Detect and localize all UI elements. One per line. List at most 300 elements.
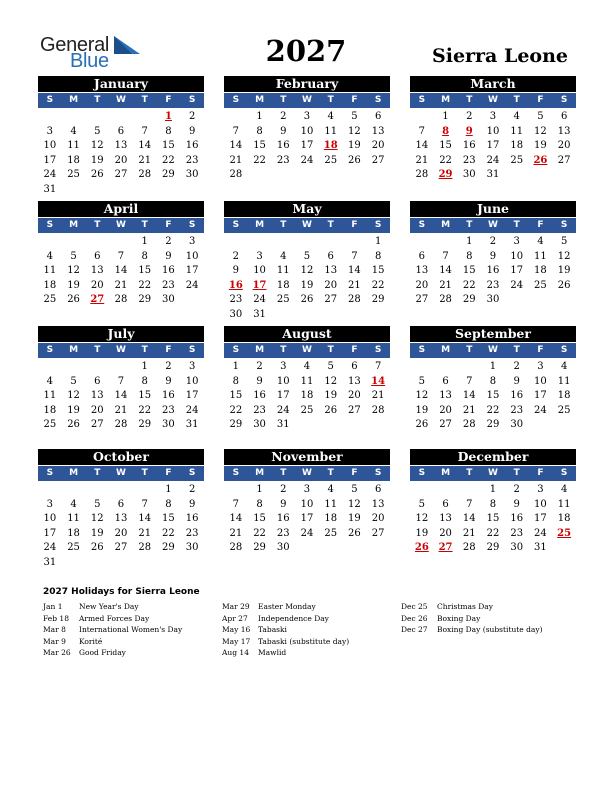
holiday-name: Korité xyxy=(79,636,103,646)
day: 19 xyxy=(90,527,104,539)
day: 12 xyxy=(67,390,80,401)
empty-cell xyxy=(38,483,62,498)
day: 4 xyxy=(560,484,568,495)
day: 5 xyxy=(70,375,77,387)
weekday-label: T xyxy=(94,220,101,230)
holiday-day: 9 xyxy=(465,125,473,137)
day: 11 xyxy=(300,375,314,387)
weekday-label: S xyxy=(188,220,196,230)
day: 19 xyxy=(415,404,429,416)
weekday-label: W xyxy=(116,345,126,355)
day-grid xyxy=(38,483,204,570)
day: 26 xyxy=(300,294,314,305)
day: 5 xyxy=(418,375,426,387)
day: 3 xyxy=(188,236,196,247)
empty-cell xyxy=(271,235,295,250)
day: 28 xyxy=(229,169,243,180)
day: 23 xyxy=(229,294,243,305)
day: 7 xyxy=(442,250,449,262)
day: 12 xyxy=(557,250,571,262)
day: 11 xyxy=(67,140,80,151)
holiday-date: Mar 8 xyxy=(43,625,66,634)
day: 3 xyxy=(280,361,287,372)
empty-cell xyxy=(457,483,481,498)
day: 28 xyxy=(415,169,429,180)
holiday-day: 25 xyxy=(557,527,572,539)
day: 9 xyxy=(513,375,520,387)
empty-cell xyxy=(434,360,458,375)
holiday-date: Aug 14 xyxy=(222,648,249,657)
day: 14 xyxy=(114,390,128,401)
weekday-label: S xyxy=(560,95,568,105)
weekday-label: M xyxy=(69,95,79,105)
day: 14 xyxy=(462,513,476,524)
weekday-label: W xyxy=(488,468,498,478)
day: 21 xyxy=(348,279,361,291)
holiday-item xyxy=(43,636,223,648)
day: 12 xyxy=(300,265,314,276)
holiday-item xyxy=(222,624,402,636)
day: 6 xyxy=(442,375,449,387)
day: 1 xyxy=(489,361,497,372)
holiday-item xyxy=(43,601,223,613)
day: 21 xyxy=(439,279,452,291)
empty-cell xyxy=(38,110,62,125)
weekday-label: M xyxy=(69,220,79,230)
day: 19 xyxy=(67,404,80,416)
day: 17 xyxy=(185,390,199,401)
weekday-label: S xyxy=(418,468,426,478)
day: 27 xyxy=(90,419,104,430)
month-march xyxy=(410,76,576,183)
weekday-label: T xyxy=(280,95,287,105)
day: 11 xyxy=(67,513,80,524)
day-grid xyxy=(410,483,576,556)
weekday-header xyxy=(224,343,390,358)
day: 6 xyxy=(94,375,101,387)
day: 23 xyxy=(162,279,175,291)
weekday-label: F xyxy=(165,95,172,105)
day: 8 xyxy=(165,125,172,137)
day: 26 xyxy=(348,527,361,539)
holiday-date: Mar 9 xyxy=(43,636,66,646)
weekday-label: T xyxy=(141,468,148,478)
day: 28 xyxy=(462,542,476,553)
weekday-label: M xyxy=(441,468,451,478)
day: 6 xyxy=(117,498,125,510)
day: 30 xyxy=(276,542,290,553)
weekday-header xyxy=(410,93,576,108)
day: 4 xyxy=(280,250,287,262)
day: 27 xyxy=(114,169,128,180)
weekday-label: S xyxy=(560,468,568,478)
day: 29 xyxy=(162,542,175,553)
day: 19 xyxy=(300,279,314,291)
day: 13 xyxy=(439,390,452,401)
day: 20 xyxy=(439,527,452,539)
day: 1 xyxy=(442,111,449,122)
day: 20 xyxy=(439,404,452,416)
day: 10 xyxy=(185,250,199,262)
day: 21 xyxy=(229,527,243,539)
holiday-item xyxy=(222,601,402,613)
weekday-label: W xyxy=(116,468,126,478)
day: 3 xyxy=(303,111,311,122)
month-title: July xyxy=(38,326,204,342)
holiday-name: Tabaski xyxy=(258,625,287,634)
empty-cell xyxy=(62,360,86,375)
month-title: June xyxy=(410,201,576,217)
empty-cell xyxy=(410,110,434,125)
day: 13 xyxy=(415,265,429,276)
day: 23 xyxy=(162,404,175,416)
weekday-label: S xyxy=(188,345,196,355)
day: 16 xyxy=(510,513,524,524)
day: 20 xyxy=(114,154,128,166)
empty-cell xyxy=(109,360,133,375)
day: 27 xyxy=(324,294,338,305)
month-title: December xyxy=(410,449,576,465)
weekday-label: T xyxy=(280,220,287,230)
holiday-date: Feb 18 xyxy=(43,613,69,623)
day: 21 xyxy=(138,154,152,166)
month-title: February xyxy=(224,76,390,92)
day: 18 xyxy=(534,265,547,276)
day: 25 xyxy=(43,419,57,430)
day: 12 xyxy=(415,513,429,524)
holiday-date: Apr 27 xyxy=(222,613,248,623)
weekday-label: M xyxy=(69,468,79,478)
holiday-day: 26 xyxy=(414,542,429,553)
weekday-label: T xyxy=(141,220,148,230)
holiday-item xyxy=(401,613,581,625)
day: 20 xyxy=(324,279,338,291)
day: 30 xyxy=(462,169,476,180)
holiday-date: Mar 26 xyxy=(43,648,71,657)
holiday-day: 27 xyxy=(90,294,105,305)
weekday-label: F xyxy=(537,95,544,105)
day: 30 xyxy=(162,294,175,305)
month-november xyxy=(224,449,390,556)
day: 16 xyxy=(510,390,524,401)
day: 31 xyxy=(253,308,266,320)
day: 2 xyxy=(466,111,473,122)
holiday-day: 17 xyxy=(252,279,267,291)
weekday-label: S xyxy=(560,345,568,355)
day: 15 xyxy=(162,140,175,151)
weekday-label: M xyxy=(441,95,451,105)
day: 3 xyxy=(256,250,263,262)
day: 26 xyxy=(348,154,361,166)
day: 8 xyxy=(256,125,263,137)
day: 5 xyxy=(418,498,426,510)
day: 19 xyxy=(324,390,338,401)
month-title: August xyxy=(224,326,390,342)
day: 20 xyxy=(557,140,571,151)
holiday-name: Armed Forces Day xyxy=(79,613,150,623)
day: 1 xyxy=(256,484,263,495)
day: 1 xyxy=(232,361,240,372)
month-october xyxy=(38,449,204,570)
day: 25 xyxy=(276,294,290,305)
day: 2 xyxy=(188,111,196,122)
day: 6 xyxy=(374,111,382,122)
empty-cell xyxy=(224,235,248,250)
day: 18 xyxy=(557,390,571,401)
day: 21 xyxy=(138,527,152,539)
day: 31 xyxy=(276,419,290,430)
day: 27 xyxy=(114,542,128,553)
day: 30 xyxy=(510,542,524,553)
day: 2 xyxy=(256,361,263,372)
holiday-name: Mawlid xyxy=(258,648,287,657)
weekday-label: T xyxy=(466,95,473,105)
day: 5 xyxy=(351,484,358,495)
weekday-label: S xyxy=(418,345,426,355)
empty-cell xyxy=(62,483,86,498)
day: 16 xyxy=(462,140,476,151)
day: 17 xyxy=(300,140,314,151)
day: 19 xyxy=(348,513,361,524)
day: 7 xyxy=(374,361,382,372)
weekday-label: W xyxy=(302,468,312,478)
day: 28 xyxy=(114,419,128,430)
day: 15 xyxy=(486,513,500,524)
holiday-date: Jan 1 xyxy=(43,602,63,611)
day: 8 xyxy=(374,250,382,262)
day: 25 xyxy=(534,279,547,291)
day: 27 xyxy=(557,154,571,166)
day: 20 xyxy=(114,527,128,539)
weekday-label: T xyxy=(513,95,520,105)
month-may xyxy=(224,201,390,322)
day: 5 xyxy=(94,498,101,510)
month-december xyxy=(410,449,576,556)
empty-cell xyxy=(343,235,367,250)
day: 21 xyxy=(371,390,385,401)
day: 4 xyxy=(327,484,334,495)
weekday-label: W xyxy=(116,220,126,230)
holiday-date: Dec 25 xyxy=(401,602,428,611)
weekday-label: W xyxy=(302,95,312,105)
day-grid xyxy=(224,483,390,556)
day: 22 xyxy=(138,404,152,416)
day: 23 xyxy=(185,154,199,166)
day: 6 xyxy=(560,111,568,122)
weekday-label: F xyxy=(537,468,544,478)
day: 10 xyxy=(534,375,547,387)
day: 29 xyxy=(138,419,152,430)
day: 9 xyxy=(513,498,520,510)
day: 19 xyxy=(67,279,80,291)
day: 4 xyxy=(560,361,568,372)
day: 18 xyxy=(67,527,80,539)
day: 22 xyxy=(439,154,452,166)
day: 18 xyxy=(557,513,571,524)
holiday-date: Dec 27 xyxy=(401,625,428,634)
day: 24 xyxy=(185,404,199,416)
day: 2 xyxy=(280,111,287,122)
weekday-label: T xyxy=(141,95,148,105)
day: 18 xyxy=(276,279,290,291)
day: 26 xyxy=(67,419,80,430)
day: 14 xyxy=(462,390,476,401)
day: 5 xyxy=(327,361,334,372)
day: 24 xyxy=(300,527,314,539)
day: 29 xyxy=(486,542,500,553)
day: 24 xyxy=(300,154,314,166)
day: 23 xyxy=(185,527,199,539)
day: 29 xyxy=(486,419,500,430)
day: 6 xyxy=(418,250,426,262)
weekday-label: S xyxy=(374,95,382,105)
weekday-header xyxy=(224,93,390,108)
holiday-item xyxy=(43,647,223,659)
day: 12 xyxy=(415,390,429,401)
holiday-date: May 16 xyxy=(222,625,251,634)
day: 15 xyxy=(486,390,500,401)
day: 5 xyxy=(70,250,77,262)
day: 22 xyxy=(229,404,243,416)
empty-cell xyxy=(85,235,109,250)
day: 22 xyxy=(162,527,175,539)
day: 30 xyxy=(253,419,266,430)
weekday-label: T xyxy=(94,468,101,478)
day: 25 xyxy=(67,542,80,553)
day: 13 xyxy=(557,125,571,137)
day: 25 xyxy=(67,169,80,180)
day: 13 xyxy=(439,513,452,524)
day: 13 xyxy=(114,140,128,151)
day: 17 xyxy=(43,527,57,539)
day: 1 xyxy=(141,361,148,372)
weekday-header xyxy=(224,466,390,481)
day: 24 xyxy=(276,404,290,416)
day: 21 xyxy=(229,154,243,166)
day: 11 xyxy=(276,265,290,276)
day: 28 xyxy=(138,169,152,180)
weekday-label: S xyxy=(46,95,54,105)
day: 17 xyxy=(276,390,290,401)
day: 12 xyxy=(90,140,104,151)
day: 15 xyxy=(439,140,452,151)
day: 16 xyxy=(276,140,290,151)
day: 4 xyxy=(303,361,311,372)
day: 9 xyxy=(188,125,196,137)
weekday-label: S xyxy=(232,468,240,478)
day: 25 xyxy=(324,154,338,166)
day: 21 xyxy=(415,154,429,166)
day-grid xyxy=(38,360,204,433)
day: 30 xyxy=(162,419,175,430)
day: 8 xyxy=(489,375,497,387)
day: 7 xyxy=(351,250,358,262)
day: 16 xyxy=(185,140,199,151)
day: 4 xyxy=(537,236,544,247)
day: 22 xyxy=(162,154,175,166)
day: 16 xyxy=(162,390,175,401)
day: 7 xyxy=(141,498,148,510)
day: 13 xyxy=(348,375,361,387)
empty-cell xyxy=(109,110,133,125)
weekday-label: W xyxy=(116,95,126,105)
holiday-day: 14 xyxy=(371,375,386,387)
holidays-title: 2027 Holidays for Sierra Leone xyxy=(43,587,200,597)
day: 22 xyxy=(486,404,500,416)
empty-cell xyxy=(109,483,133,498)
holiday-day: 16 xyxy=(228,279,243,291)
weekday-label: T xyxy=(513,345,520,355)
month-title: January xyxy=(38,76,204,92)
day: 6 xyxy=(327,250,334,262)
day: 7 xyxy=(117,250,125,262)
day: 26 xyxy=(90,169,104,180)
day: 27 xyxy=(348,404,361,416)
day: 30 xyxy=(185,169,199,180)
day: 29 xyxy=(229,419,243,430)
weekday-label: S xyxy=(232,220,240,230)
weekday-header xyxy=(410,218,576,233)
weekday-header xyxy=(224,218,390,233)
weekday-label: S xyxy=(188,95,196,105)
weekday-label: M xyxy=(255,220,265,230)
day: 23 xyxy=(510,404,524,416)
day: 27 xyxy=(439,419,452,430)
day: 7 xyxy=(466,375,473,387)
weekday-label: F xyxy=(537,345,544,355)
empty-cell xyxy=(85,360,109,375)
holiday-item xyxy=(43,624,223,636)
day: 14 xyxy=(114,265,128,276)
day: 30 xyxy=(486,294,500,305)
weekday-header xyxy=(38,466,204,481)
day: 17 xyxy=(43,154,57,166)
day: 10 xyxy=(510,250,524,262)
day-grid xyxy=(224,360,390,433)
weekday-label: S xyxy=(46,345,54,355)
weekday-label: S xyxy=(374,220,382,230)
holiday-day: 26 xyxy=(533,154,548,166)
day: 16 xyxy=(162,265,175,276)
weekday-label: F xyxy=(351,345,358,355)
day: 30 xyxy=(229,308,243,320)
weekday-label: S xyxy=(188,468,196,478)
day: 9 xyxy=(256,375,263,387)
day: 1 xyxy=(374,236,382,247)
weekday-label: W xyxy=(488,220,498,230)
day: 29 xyxy=(371,294,385,305)
day: 2 xyxy=(513,484,520,495)
day: 8 xyxy=(165,498,172,510)
empty-cell xyxy=(62,110,86,125)
day: 18 xyxy=(324,513,338,524)
day: 6 xyxy=(442,498,449,510)
day: 19 xyxy=(348,140,361,151)
day: 28 xyxy=(371,404,385,416)
day: 29 xyxy=(162,169,175,180)
day: 17 xyxy=(510,265,524,276)
day: 10 xyxy=(300,498,314,510)
day: 22 xyxy=(253,527,266,539)
day: 12 xyxy=(348,125,361,137)
weekday-label: T xyxy=(327,468,334,478)
day: 1 xyxy=(466,236,473,247)
day-grid xyxy=(224,235,390,322)
weekday-label: M xyxy=(255,95,265,105)
holiday-name: Boxing Day xyxy=(437,613,481,623)
day: 19 xyxy=(534,140,547,151)
day: 11 xyxy=(534,250,547,262)
